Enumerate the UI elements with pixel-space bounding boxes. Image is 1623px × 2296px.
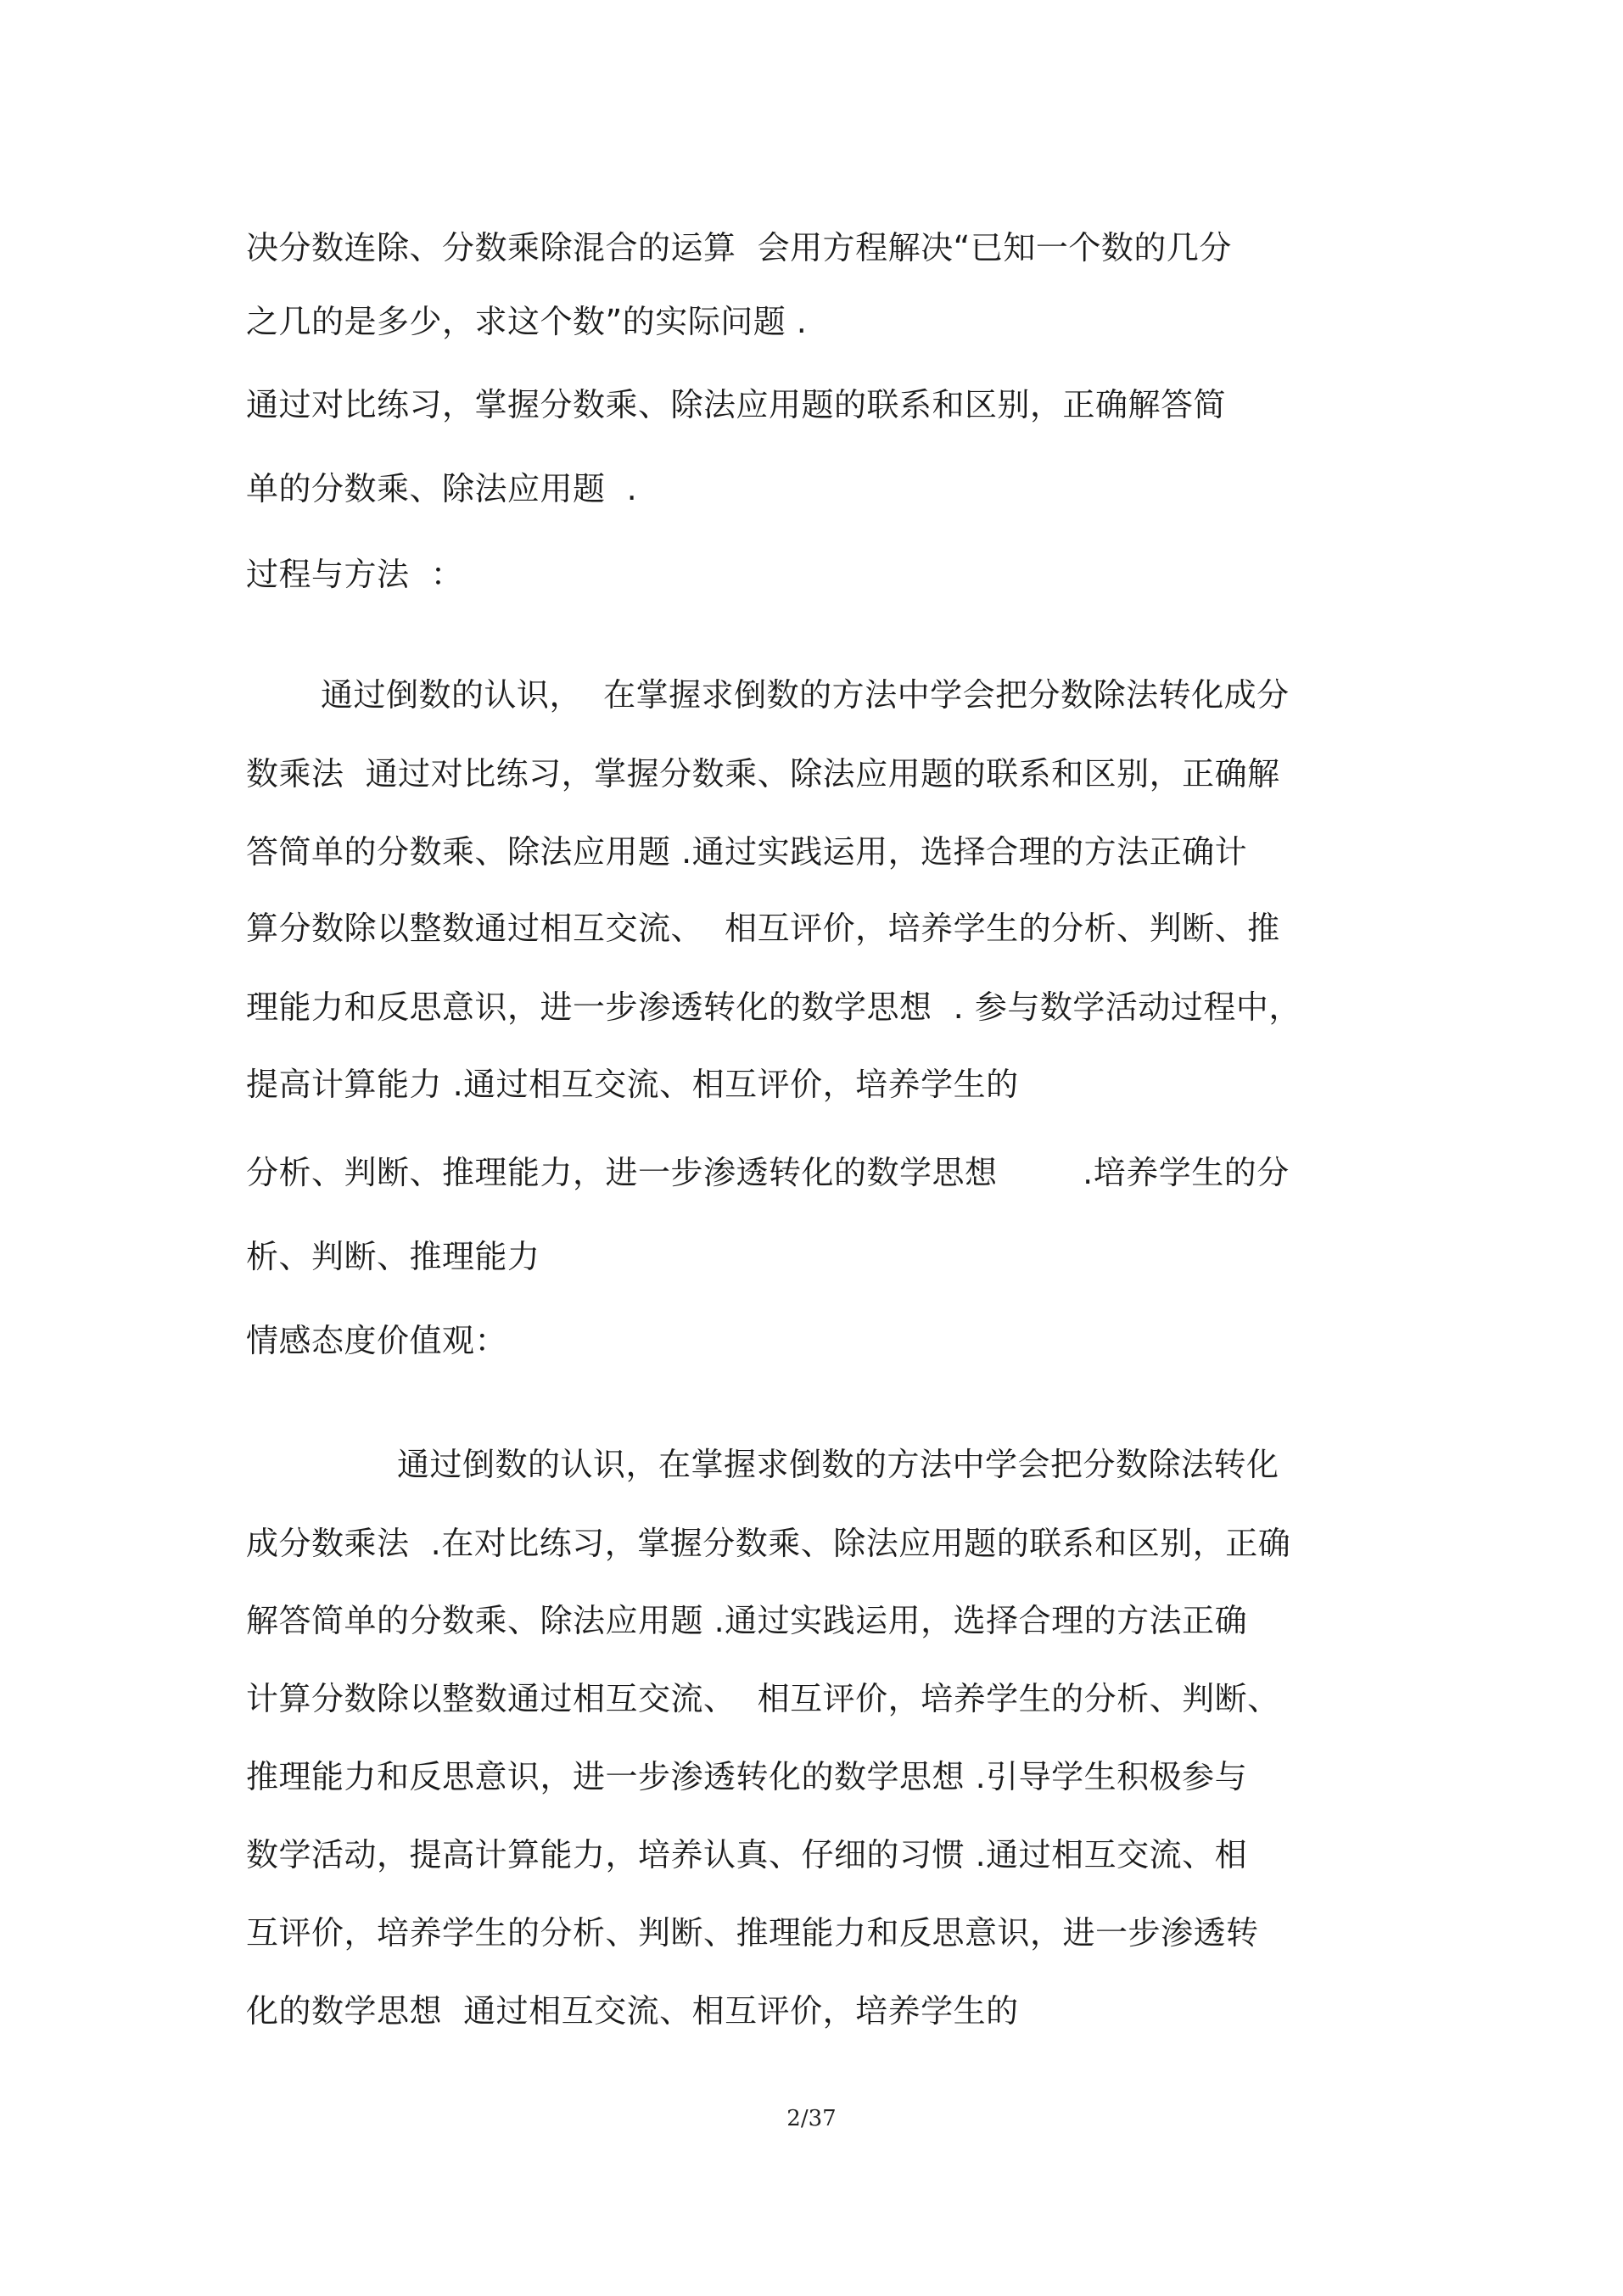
text-line: 通过倒数的认识，在掌握求倒数的方法中学会把分数除法转化 (397, 1446, 1279, 1483)
text-line: 互评价，培养学生的分析、判断、推理能力和反思意识，进一步渗透转 (246, 1914, 1259, 1952)
text-line: 通过倒数的认识， 在掌握求倒数的方法中学会把分数除法转化成分 (321, 676, 1290, 714)
text-line: 之几的是多少，求这个数”的实际问题 . (246, 303, 808, 340)
text-line: 推理能力和反思意识，进一步渗透转化的数学思想 .引导学生积极参与 (246, 1758, 1248, 1795)
text-line: 通过对比练习，掌握分数乘、除法应用题的联系和区别，正确解答简 (246, 386, 1227, 423)
section-heading: 过程与方法 ： (246, 556, 464, 593)
text-line: 答简单的分数乘、除法应用题 .通过实践运用，选择合理的方法正确计 (246, 833, 1248, 871)
text-line: 析、判断、推理能力 (246, 1238, 540, 1275)
text-line: 单的分数乘、除法应用题 . (246, 470, 638, 507)
page-number: 2/37 (786, 2106, 837, 2131)
text-line: 决分数连除、分数乘除混合的运算 会用方程解决“已知一个数的几分 (246, 229, 1232, 266)
text-line: 分析、判断、推理能力，进一步渗透转化的数学思想 .培养学生的分 (246, 1154, 1290, 1191)
text-line: 数乘法 通过对比练习，掌握分数乘、除法应用题的联系和区别，正确解 (246, 755, 1280, 792)
section-heading: 情感态度价值观： (246, 1322, 508, 1359)
text-line: 提高计算能力 .通过相互交流、相互评价，培养学生的 (246, 1066, 1019, 1103)
text-line: 理能力和反思意识，进一步渗透转化的数学思想 . 参与数学活动过程中， (246, 988, 1301, 1026)
text-line: 化的数学思想 通过相互交流、相互评价，培养学生的 (246, 1992, 1019, 2030)
text-line: 解答简单的分数乘、除法应用题 .通过实践运用，选择合理的方法正确 (246, 1602, 1248, 1639)
text-line: 计算分数除以整数通过相互交流、 相互评价，培养学生的分析、判断、 (246, 1680, 1280, 1717)
text-line: 算分数除以整数通过相互交流、 相互评价，培养学生的分析、判断、推 (246, 910, 1280, 947)
text-line: 数学活动，提高计算能力，培养认真、仔细的习惯 .通过相互交流、相 (246, 1836, 1248, 1873)
text-line: 成分数乘法 .在对比练习，掌握分数乘、除法应用题的联系和区别，正确 (246, 1525, 1291, 1562)
